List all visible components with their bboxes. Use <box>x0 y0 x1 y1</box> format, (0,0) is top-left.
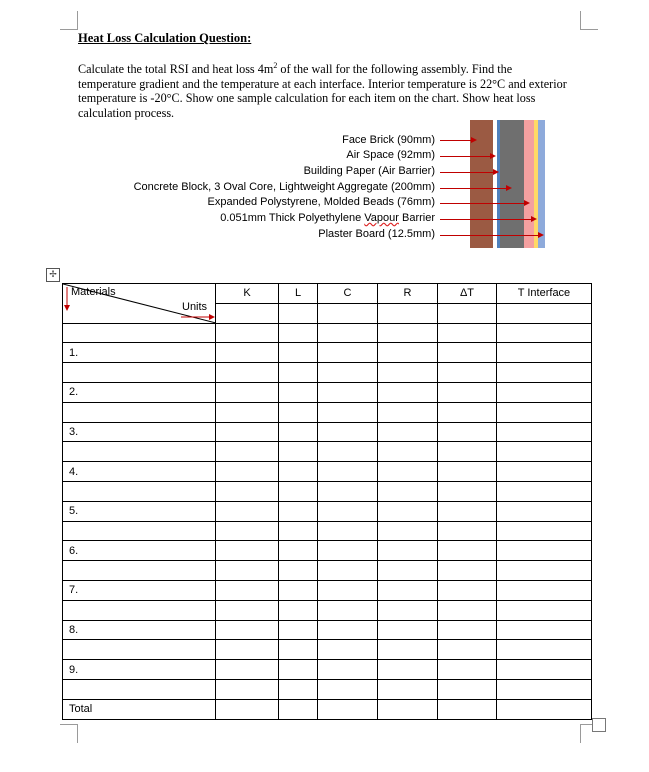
table-cell[interactable] <box>318 442 378 462</box>
table-cell[interactable] <box>216 343 279 363</box>
table-cell[interactable] <box>279 699 318 719</box>
table-row <box>63 462 592 482</box>
table-cell[interactable] <box>216 699 279 719</box>
table-cell[interactable] <box>279 343 318 363</box>
material-cell[interactable] <box>63 521 216 541</box>
material-cell[interactable]: 3. <box>63 422 216 442</box>
arrowhead-concrete-block <box>506 185 512 191</box>
table-cell[interactable] <box>279 640 318 660</box>
material-cell[interactable] <box>63 442 216 462</box>
material-cell[interactable]: 5. <box>63 501 216 521</box>
materials-header: Materials <box>71 286 116 298</box>
table-cell[interactable] <box>279 363 318 383</box>
arrow-eps <box>440 203 525 204</box>
header-l: L <box>279 284 318 304</box>
table-cell[interactable] <box>318 462 378 482</box>
table-cell[interactable] <box>318 679 378 699</box>
table-cell[interactable] <box>378 363 438 383</box>
table-cell[interactable] <box>497 363 592 383</box>
table-cell[interactable] <box>318 640 378 660</box>
table-cell[interactable] <box>497 580 592 600</box>
table-cell[interactable] <box>378 640 438 660</box>
table-cell[interactable] <box>378 521 438 541</box>
table-cell[interactable] <box>497 501 592 521</box>
table-cell[interactable] <box>279 462 318 482</box>
table-cell[interactable] <box>438 343 497 363</box>
table-cell[interactable] <box>438 303 497 323</box>
table-header-row <box>63 284 592 304</box>
table-cell[interactable] <box>438 580 497 600</box>
table-cell[interactable] <box>318 382 378 402</box>
table-cell[interactable] <box>497 541 592 561</box>
vapour-label-pre: 0.051mm Thick Polyethylene <box>220 212 365 224</box>
table-cell[interactable] <box>378 620 438 640</box>
table-cell[interactable] <box>438 620 497 640</box>
document-title: Heat Loss Calculation Question: <box>78 31 252 45</box>
arrow-vapour-barrier <box>440 219 532 220</box>
table-row <box>63 521 592 541</box>
arrowhead-vapour-barrier <box>531 216 537 222</box>
table-cell[interactable] <box>497 343 592 363</box>
table-cell[interactable] <box>497 402 592 422</box>
label-eps: Expanded Polystyrene, Molded Beads (76mm) <box>207 196 435 208</box>
table-cell[interactable] <box>497 422 592 442</box>
table-cell[interactable] <box>318 541 378 561</box>
table-cell[interactable] <box>216 481 279 501</box>
table-cell[interactable] <box>378 481 438 501</box>
table-cell[interactable] <box>318 402 378 422</box>
header-t-interface: T Interface <box>497 284 592 304</box>
material-cell[interactable] <box>63 363 216 383</box>
table-cell[interactable] <box>279 382 318 402</box>
table-cell[interactable] <box>497 640 592 660</box>
table-cell[interactable] <box>378 343 438 363</box>
question-paragraph <box>78 62 568 120</box>
table-cell[interactable] <box>279 402 318 422</box>
table-row <box>63 422 592 442</box>
arrow-building-paper <box>440 172 494 173</box>
table-cell[interactable] <box>438 363 497 383</box>
arrowhead-plaster-board <box>538 232 544 238</box>
header-r: R <box>378 284 438 304</box>
table-cell[interactable] <box>438 541 497 561</box>
table-cell[interactable] <box>497 660 592 680</box>
material-cell[interactable] <box>63 561 216 581</box>
table-cell[interactable] <box>216 521 279 541</box>
table-cell[interactable] <box>497 303 592 323</box>
table-cell[interactable] <box>378 580 438 600</box>
para-superscript: 2 <box>273 60 278 70</box>
table-cell[interactable] <box>378 442 438 462</box>
table-cell[interactable] <box>216 323 279 343</box>
table-cell[interactable] <box>318 422 378 442</box>
para-part-1: Calculate the total RSI and heat loss 4m <box>78 62 274 76</box>
arrowhead-face-brick <box>471 137 477 143</box>
units-header: Units <box>182 301 208 313</box>
table-cell[interactable] <box>216 660 279 680</box>
table-cell[interactable] <box>438 462 497 482</box>
material-cell[interactable] <box>63 323 216 343</box>
table-cell[interactable] <box>497 561 592 581</box>
table-cell[interactable] <box>497 679 592 699</box>
table-cell[interactable] <box>497 323 592 343</box>
table-cell[interactable] <box>438 501 497 521</box>
table-cell[interactable] <box>378 382 438 402</box>
para-part-2: of the wall for the following assembly. Find the temperature gradient and the temperature at each interface. Interior temperature is 22°C and exterior temperature is -20°C. Show one sample calculation for each item on the chart. Show heat loss calculation process. <box>78 62 567 120</box>
material-cell[interactable]: 9. <box>63 660 216 680</box>
table-cell[interactable] <box>318 620 378 640</box>
material-cell[interactable] <box>63 481 216 501</box>
table-row <box>63 640 592 660</box>
table-cell[interactable] <box>279 481 318 501</box>
table-cell[interactable] <box>497 521 592 541</box>
table-row <box>63 481 592 501</box>
layer-plaster-board <box>538 120 545 248</box>
layer-concrete-block <box>500 120 524 248</box>
table-cell[interactable] <box>279 600 318 620</box>
vapour-label-word: Vapour <box>364 212 399 224</box>
table-cell[interactable] <box>378 679 438 699</box>
arrow-air-space <box>440 156 491 157</box>
arrowhead-eps <box>524 200 530 206</box>
table-cell[interactable] <box>318 660 378 680</box>
table-cell[interactable] <box>497 600 592 620</box>
header-k: K <box>216 284 279 304</box>
table-cell[interactable] <box>318 363 378 383</box>
table-cell[interactable] <box>216 640 279 660</box>
header-c: C <box>318 284 378 304</box>
table-cell[interactable] <box>438 481 497 501</box>
table-cell[interactable] <box>497 481 592 501</box>
table-cell[interactable] <box>279 501 318 521</box>
table-cell[interactable] <box>279 620 318 640</box>
table-cell[interactable] <box>438 640 497 660</box>
calculation-table <box>62 283 592 720</box>
crop-mark-bottom-left <box>60 724 78 743</box>
table-row <box>63 343 592 363</box>
label-air-space: Air Space (92mm) <box>346 149 435 161</box>
table-cell[interactable] <box>318 600 378 620</box>
table-cell[interactable] <box>318 501 378 521</box>
table-row <box>63 382 592 402</box>
table-row <box>63 561 592 581</box>
materials-units-header <box>63 284 216 324</box>
table-row <box>63 620 592 640</box>
arrowhead-air-space <box>490 153 496 159</box>
table-cell[interactable] <box>497 462 592 482</box>
table-cell[interactable] <box>216 442 279 462</box>
table-cell[interactable] <box>279 660 318 680</box>
table-cell[interactable] <box>378 303 438 323</box>
table-cell[interactable] <box>438 699 497 719</box>
arrowhead-building-paper <box>493 169 499 175</box>
table-row <box>63 323 592 343</box>
arrow-plaster-board <box>440 235 539 236</box>
table-cell[interactable] <box>438 600 497 620</box>
table-cell[interactable] <box>216 382 279 402</box>
table-cell[interactable] <box>438 382 497 402</box>
table-cell[interactable] <box>216 363 279 383</box>
table-cell[interactable] <box>318 481 378 501</box>
material-cell[interactable] <box>63 600 216 620</box>
material-cell[interactable]: 8. <box>63 620 216 640</box>
table-cell[interactable] <box>318 561 378 581</box>
table-cell[interactable] <box>438 521 497 541</box>
table-cell[interactable] <box>216 561 279 581</box>
vapour-label-post: Barrier <box>398 212 435 224</box>
material-cell[interactable]: Total <box>63 699 216 719</box>
table-row <box>63 363 592 383</box>
material-cell[interactable] <box>63 402 216 422</box>
table-row <box>63 402 592 422</box>
table-cell[interactable] <box>378 600 438 620</box>
table-cell[interactable] <box>378 402 438 422</box>
label-vapour-barrier <box>220 212 435 224</box>
table-cell[interactable] <box>216 620 279 640</box>
table-cell[interactable] <box>216 679 279 699</box>
label-plaster-board: Plaster Board (12.5mm) <box>318 228 435 240</box>
crop-mark-top-left <box>60 11 78 30</box>
material-cell[interactable]: 7. <box>63 580 216 600</box>
table-cell[interactable] <box>216 303 279 323</box>
arrow-face-brick <box>440 140 472 141</box>
table-cell[interactable] <box>279 580 318 600</box>
table-cell[interactable] <box>378 422 438 442</box>
header-delta-t: ΔT <box>438 284 497 304</box>
table-row <box>63 679 592 699</box>
table-cell[interactable] <box>378 501 438 521</box>
table-row <box>63 501 592 521</box>
table-cell[interactable] <box>279 442 318 462</box>
table-move-handle[interactable]: ✢ <box>46 268 60 282</box>
table-resize-handle[interactable] <box>592 718 606 732</box>
table-cell[interactable] <box>279 521 318 541</box>
table-row <box>63 600 592 620</box>
table-cell[interactable] <box>279 679 318 699</box>
table-cell[interactable] <box>216 422 279 442</box>
table-cell[interactable] <box>438 660 497 680</box>
table-cell[interactable] <box>438 422 497 442</box>
table-cell[interactable] <box>378 541 438 561</box>
table-cell[interactable] <box>438 323 497 343</box>
layer-eps <box>524 120 534 248</box>
table-cell[interactable] <box>318 580 378 600</box>
material-cell[interactable]: 1. <box>63 343 216 363</box>
arrow-concrete-block <box>440 188 507 189</box>
table-cell[interactable] <box>318 521 378 541</box>
table-cell[interactable] <box>438 679 497 699</box>
crop-mark-top-right <box>580 11 598 30</box>
table-cell[interactable] <box>378 462 438 482</box>
table-row <box>63 660 592 680</box>
table-cell[interactable] <box>318 323 378 343</box>
table-cell[interactable] <box>279 422 318 442</box>
material-cell[interactable] <box>63 640 216 660</box>
table-cell[interactable] <box>497 620 592 640</box>
table-cell[interactable] <box>279 541 318 561</box>
table-row <box>63 541 592 561</box>
table-cell[interactable] <box>497 382 592 402</box>
table-cell[interactable] <box>378 699 438 719</box>
material-cell[interactable]: 4. <box>63 462 216 482</box>
table-cell[interactable] <box>318 699 378 719</box>
table-cell[interactable] <box>216 462 279 482</box>
table-cell[interactable] <box>279 561 318 581</box>
table-cell[interactable] <box>216 501 279 521</box>
material-cell[interactable]: 2. <box>63 382 216 402</box>
material-cell[interactable]: 6. <box>63 541 216 561</box>
table-cell[interactable] <box>216 402 279 422</box>
table-cell[interactable] <box>216 600 279 620</box>
table-cell[interactable] <box>279 303 318 323</box>
table-row <box>63 580 592 600</box>
table-cell[interactable] <box>216 580 279 600</box>
total-row <box>63 699 592 719</box>
table-cell[interactable] <box>318 343 378 363</box>
table-cell[interactable] <box>497 699 592 719</box>
table-row <box>63 442 592 462</box>
table-cell[interactable] <box>438 402 497 422</box>
table-cell[interactable] <box>216 541 279 561</box>
table-cell[interactable] <box>378 323 438 343</box>
table-cell[interactable] <box>438 561 497 581</box>
label-building-paper: Building Paper (Air Barrier) <box>303 165 435 177</box>
label-concrete-block: Concrete Block, 3 Oval Core, Lightweight Aggregate (200mm) <box>133 181 435 193</box>
material-cell[interactable] <box>63 679 216 699</box>
table-cell[interactable] <box>378 561 438 581</box>
table-cell[interactable] <box>318 303 378 323</box>
table-cell[interactable] <box>497 442 592 462</box>
table-cell[interactable] <box>279 323 318 343</box>
table-cell[interactable] <box>438 442 497 462</box>
table-cell[interactable] <box>378 660 438 680</box>
label-face-brick: Face Brick (90mm) <box>342 134 435 146</box>
